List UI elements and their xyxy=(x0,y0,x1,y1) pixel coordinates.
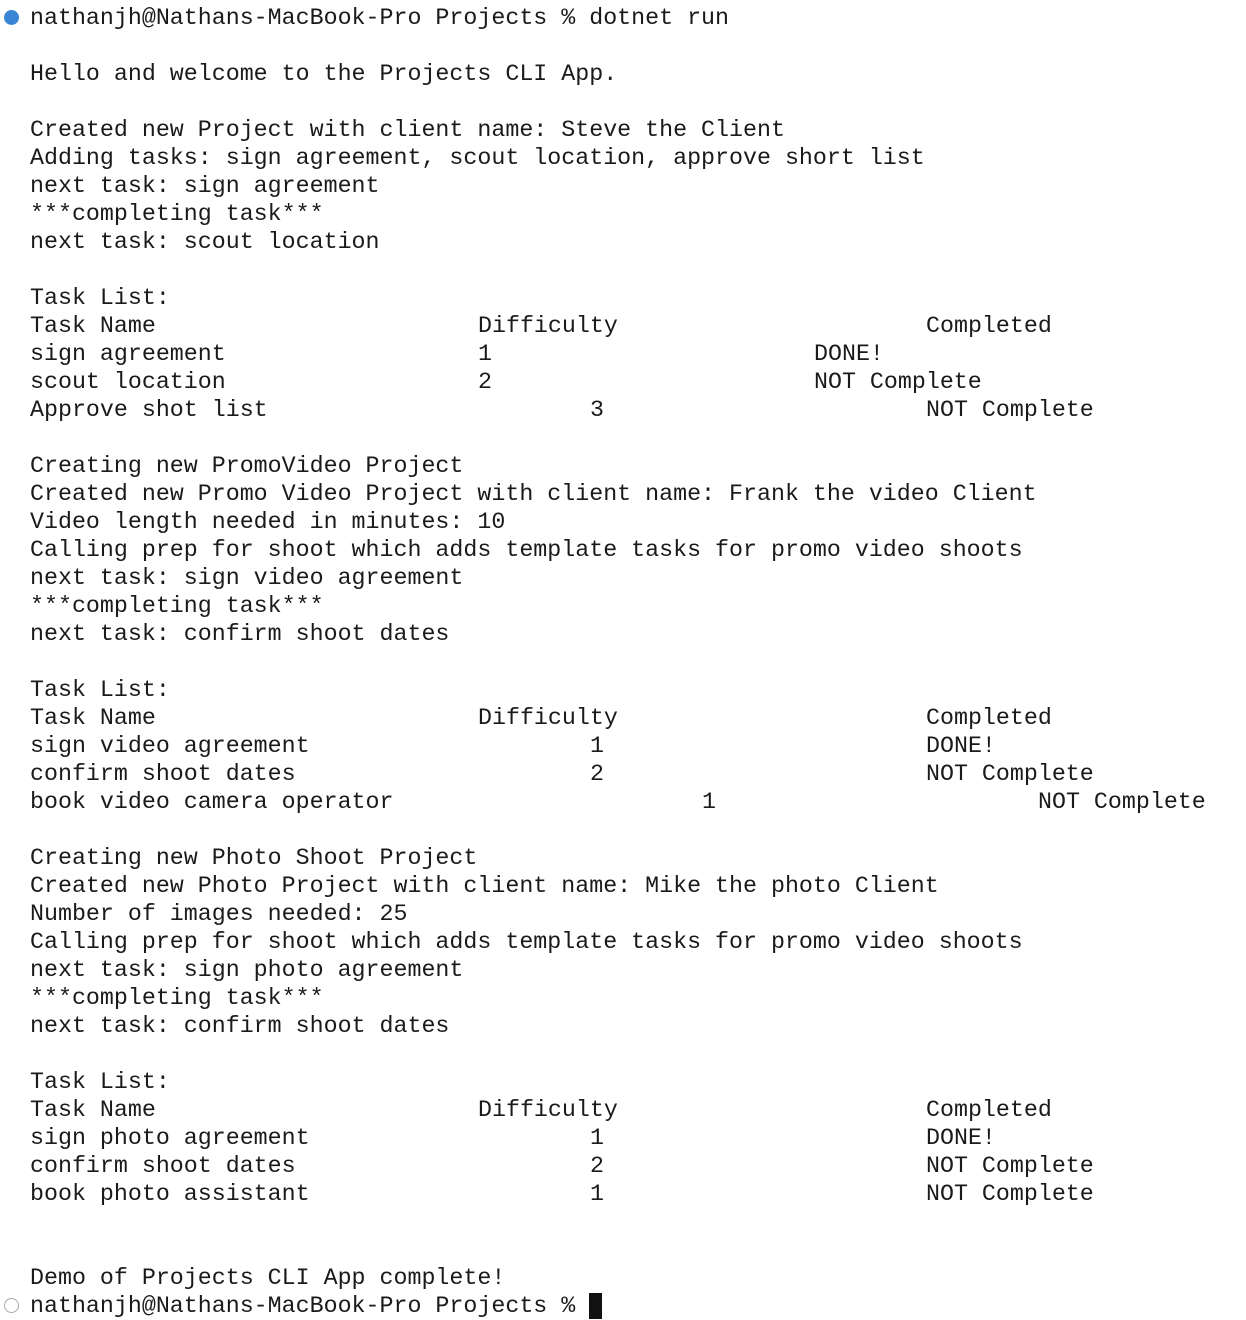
difficulty-cell: 1 xyxy=(478,341,492,367)
command-prompt-line: nathanjh@Nathans-MacBook-Pro Projects % dotnet run xyxy=(30,5,730,31)
output-line: next task: sign agreement xyxy=(30,173,380,199)
task-name-cell: book photo assistant xyxy=(30,1181,310,1207)
task-table-row xyxy=(30,760,1094,788)
output-line: Calling prep for shoot which adds template tasks for promo video shoots xyxy=(30,537,1023,563)
difficulty-cell: 3 xyxy=(590,397,604,423)
task-table-header xyxy=(30,1096,1052,1124)
difficulty-cell: 2 xyxy=(478,369,492,395)
header-completed: Completed xyxy=(926,1097,1052,1123)
task-name-cell: scout location xyxy=(30,369,226,395)
header-completed: Completed xyxy=(926,705,1052,731)
output-line: Adding tasks: sign agreement, scout location, approve short list xyxy=(30,145,925,171)
task-table-header xyxy=(30,312,1052,340)
task-table-row xyxy=(30,788,1206,816)
task-name-cell: Approve shot list xyxy=(30,397,268,423)
text-cursor xyxy=(589,1293,602,1319)
output-line: Calling prep for shoot which adds template tasks for promo video shoots xyxy=(30,929,1023,955)
difficulty-cell: 2 xyxy=(590,1153,604,1179)
header-task-name: Task Name xyxy=(30,313,156,339)
output-line: next task: confirm shoot dates xyxy=(30,1013,450,1039)
task-list-title: Task List: xyxy=(30,677,170,703)
task-table-row xyxy=(30,1152,1094,1180)
difficulty-cell: 1 xyxy=(590,733,604,759)
output-line: next task: confirm shoot dates xyxy=(30,621,450,647)
completed-cell: DONE! xyxy=(814,341,884,367)
task-name-cell: sign photo agreement xyxy=(30,1125,310,1151)
completed-cell: DONE! xyxy=(926,1125,996,1151)
completed-cell: NOT Complete xyxy=(926,1153,1094,1179)
task-name-cell: sign video agreement xyxy=(30,733,310,759)
output-line: ***completing task*** xyxy=(30,985,324,1011)
task-name-cell: sign agreement xyxy=(30,341,226,367)
header-completed: Completed xyxy=(926,313,1052,339)
output-line: Video length needed in minutes: 10 xyxy=(30,509,506,535)
output-line: next task: scout location xyxy=(30,229,380,255)
output-line: next task: sign video agreement xyxy=(30,565,464,591)
welcome-line: Hello and welcome to the Projects CLI App. xyxy=(30,61,618,87)
command-status-dot-icon xyxy=(4,10,19,25)
output-line: Created new Photo Project with client name: Mike the photo Client xyxy=(30,873,939,899)
completed-cell: NOT Complete xyxy=(926,761,1094,787)
task-table-row xyxy=(30,732,996,760)
demo-complete-line: Demo of Projects CLI App complete! xyxy=(30,1265,506,1291)
header-difficulty: Difficulty xyxy=(478,1097,618,1123)
task-list-title: Task List: xyxy=(30,1069,170,1095)
task-name-cell: book video camera operator xyxy=(30,789,394,815)
task-name-cell: confirm shoot dates xyxy=(30,1153,296,1179)
difficulty-cell: 1 xyxy=(702,789,716,815)
header-difficulty: Difficulty xyxy=(478,705,618,731)
task-table-row xyxy=(30,368,982,396)
difficulty-cell: 2 xyxy=(590,761,604,787)
task-list-title: Task List: xyxy=(30,285,170,311)
difficulty-cell: 1 xyxy=(590,1125,604,1151)
task-table-row xyxy=(30,340,884,368)
task-name-cell: confirm shoot dates xyxy=(30,761,296,787)
header-task-name: Task Name xyxy=(30,705,156,731)
completed-cell: NOT Complete xyxy=(926,397,1094,423)
completed-cell: NOT Complete xyxy=(814,369,982,395)
header-task-name: Task Name xyxy=(30,1097,156,1123)
difficulty-cell: 1 xyxy=(590,1181,604,1207)
task-table-header xyxy=(30,704,1052,732)
task-table-row xyxy=(30,1180,1094,1208)
output-line: Creating new Photo Shoot Project xyxy=(30,845,478,871)
output-line: Number of images needed: 25 xyxy=(30,901,408,927)
completed-cell: NOT Complete xyxy=(1038,789,1206,815)
header-difficulty: Difficulty xyxy=(478,313,618,339)
prompt-text: nathanjh@Nathans-MacBook-Pro Projects % xyxy=(30,1293,590,1319)
output-line: ***completing task*** xyxy=(30,593,324,619)
output-line: Created new Promo Video Project with client name: Frank the video Client xyxy=(30,481,1037,507)
prompt-status-circle-icon xyxy=(4,1298,19,1313)
completed-cell: NOT Complete xyxy=(926,1181,1094,1207)
output-line: next task: sign photo agreement xyxy=(30,957,464,983)
output-line: ***completing task*** xyxy=(30,201,324,227)
output-line: Created new Project with client name: Steve the Client xyxy=(30,117,785,143)
completed-cell: DONE! xyxy=(926,733,996,759)
task-table-row xyxy=(30,396,1094,424)
task-table-row xyxy=(30,1124,996,1152)
active-prompt-line[interactable] xyxy=(30,1292,602,1320)
output-line: Creating new PromoVideo Project xyxy=(30,453,464,479)
